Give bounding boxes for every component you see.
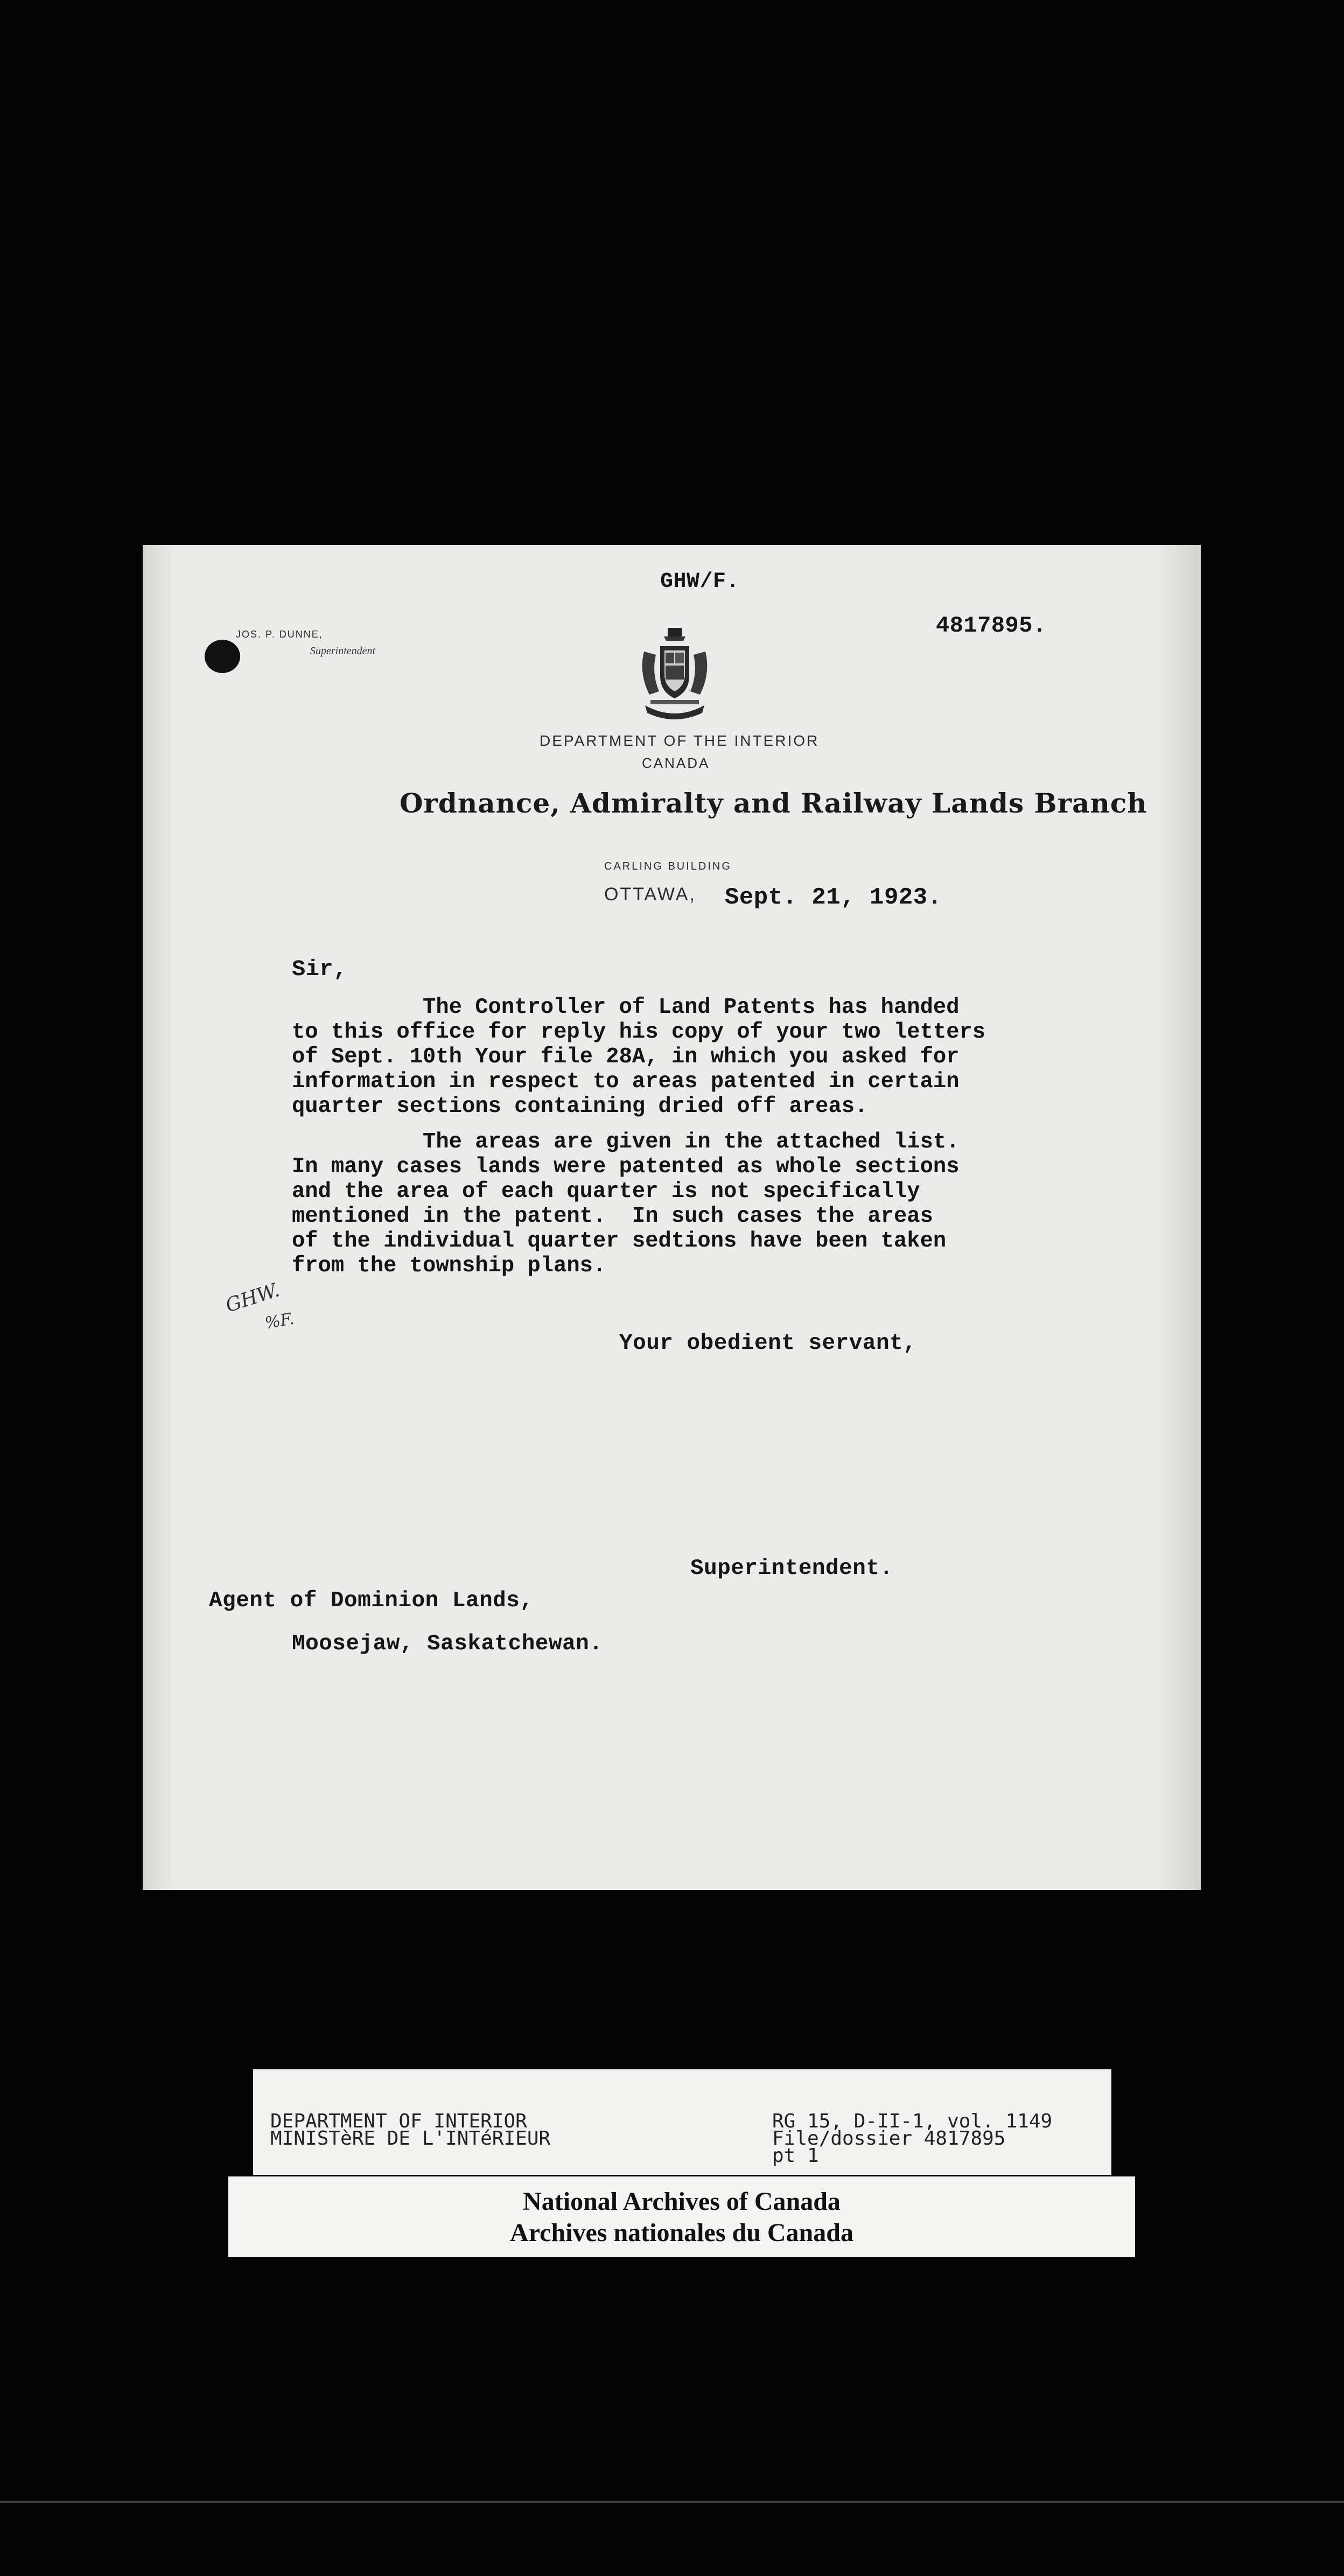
city: OTTAWA, <box>604 884 696 905</box>
paragraph-two-line: and the area of each quarter is not specifically <box>292 1179 920 1204</box>
letter-date: Sept. 21, 1923. <box>725 884 942 911</box>
coat-of-arms-icon <box>634 625 715 724</box>
addressee-line-2: Moosejaw, Saskatchewan. <box>292 1632 603 1656</box>
label-file-number: File/dossier 4817895 <box>772 2127 1006 2150</box>
building-name: CARLING BUILDING <box>604 860 732 872</box>
branch-heading: Ordnance, Admiralty and Railway Lands Branch <box>400 787 1147 819</box>
paragraph-one-line: quarter sections containing dried off areas. <box>292 1094 868 1119</box>
paragraph-two-line: The areas are given in the attached list. <box>292 1130 960 1154</box>
label-record-group: RG 15, D-II-1, vol. 1149 <box>772 2110 1053 2132</box>
closing: Your obedient servant, <box>619 1331 917 1356</box>
paragraph-two <box>292 1130 960 1278</box>
ink-blot <box>205 640 240 673</box>
signature-title: Superintendent. <box>690 1556 893 1581</box>
paragraph-one <box>292 995 985 1119</box>
initials-reference: GHW/F. <box>660 570 740 594</box>
paragraph-two-line: from the township plans. <box>292 1254 606 1278</box>
label-part: pt 1 <box>772 2145 819 2167</box>
signatory-title: Superintendent <box>310 645 376 657</box>
paragraph-one-line: to this office for reply his copy of your two letters <box>292 1020 986 1045</box>
archives-name-fr: Archives nationales du Canada <box>510 2218 853 2247</box>
handwritten-mark: %F. <box>263 1309 296 1333</box>
department-heading: DEPARTMENT OF THE INTERIOR <box>540 732 820 749</box>
file-number: 4817895. <box>936 613 1047 639</box>
label-department-en: DEPARTMENT OF INTERIOR <box>270 2110 527 2132</box>
paragraph-one-line: of Sept. 10th Your file 28A, in which you asked for <box>292 1045 960 1069</box>
paragraph-two-line: of the individual quarter sedtions have been taken <box>292 1229 947 1254</box>
archives-banner <box>228 2176 1135 2257</box>
addressee-line-1: Agent of Dominion Lands, <box>209 1588 534 1613</box>
paragraph-two-line: mentioned in the patent. In such cases the areas <box>292 1204 933 1229</box>
archive-reference-label <box>253 2069 1111 2175</box>
salutation: Sir, <box>292 956 347 982</box>
film-edge-line <box>0 2501 1344 2503</box>
paragraph-one-line: information in respect to areas patented in certain <box>292 1069 960 1094</box>
archives-name-en: National Archives of Canada <box>523 2187 841 2216</box>
label-department-fr: MINISTèRE DE L'INTéRIEUR <box>270 2127 551 2150</box>
handwritten-initials: GHW. <box>223 1279 283 1317</box>
paragraph-two-line: In many cases lands were patented as whole sections <box>292 1154 960 1179</box>
country-heading: CANADA <box>642 755 710 771</box>
signatory-name: JOS. P. DUNNE, <box>236 629 323 640</box>
paragraph-one-line: The Controller of Land Patents has handed <box>292 995 960 1020</box>
